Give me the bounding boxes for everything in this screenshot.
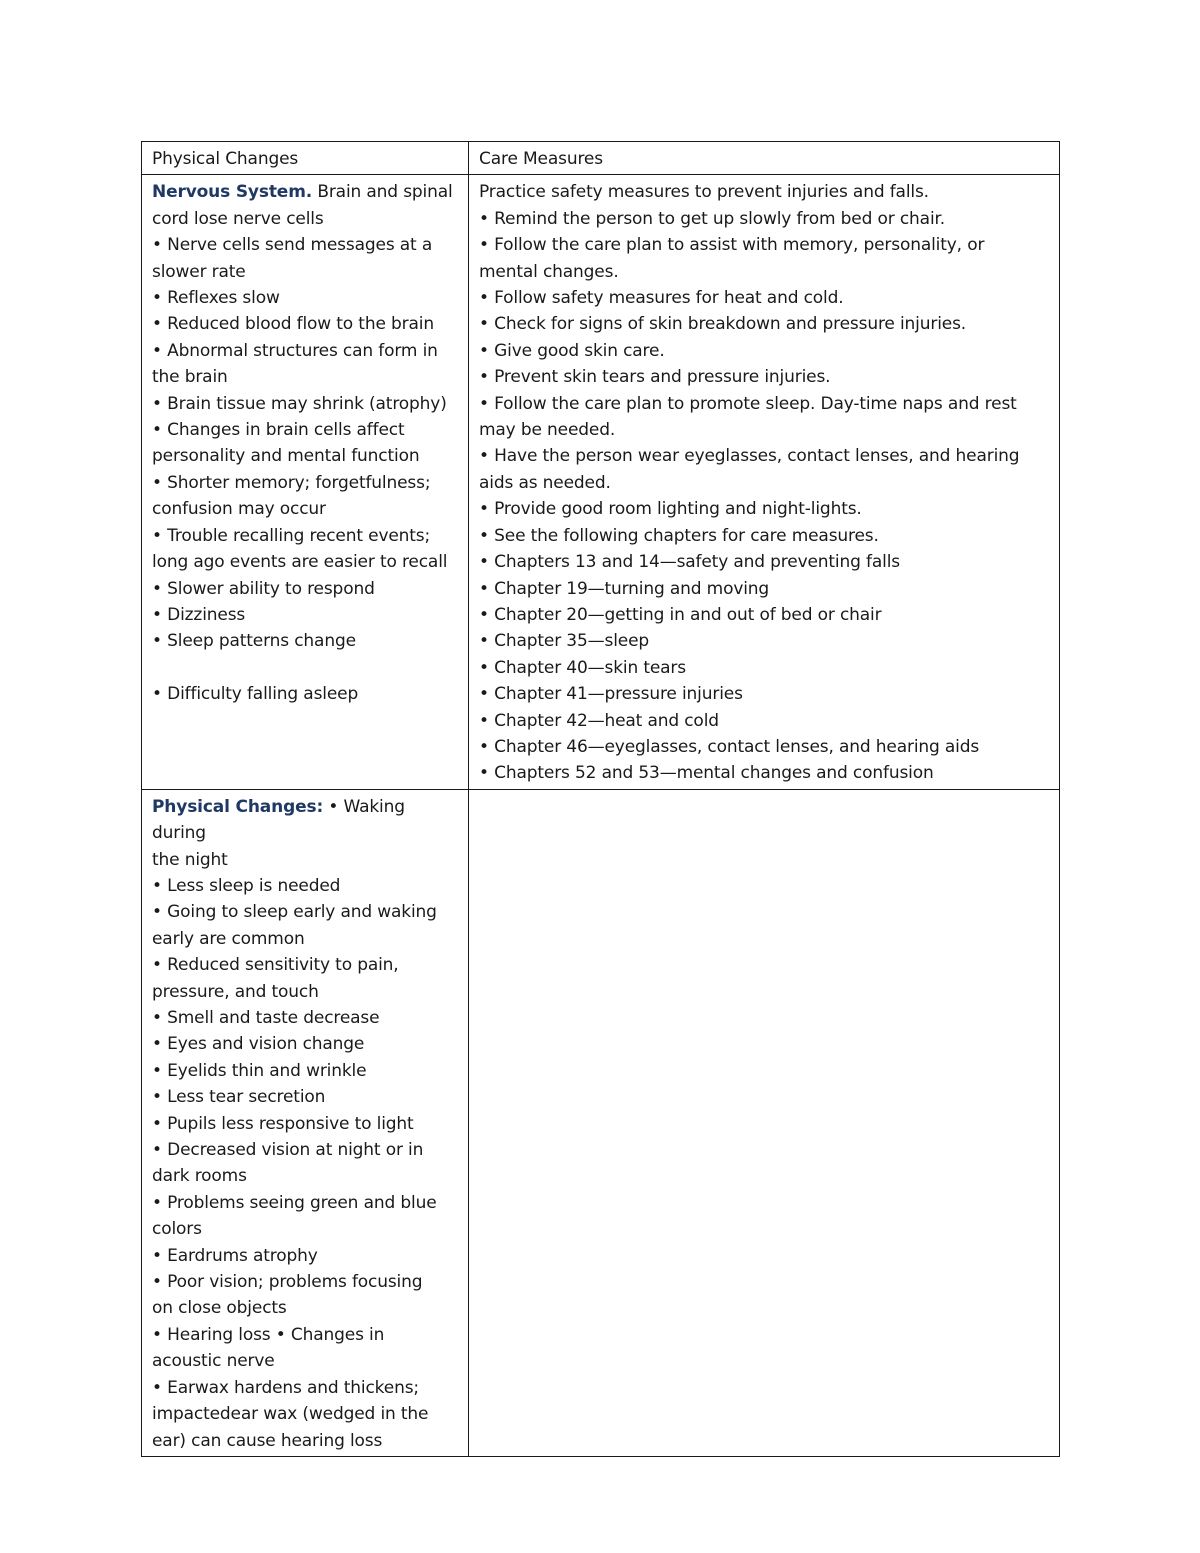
list-item: • Problems seeing green and blue: [152, 1192, 437, 1213]
list-item: • Eyes and vision change: [152, 1034, 365, 1055]
list-item: • Check for signs of skin breakdown and pressure injuries.: [479, 314, 967, 335]
list-item: • Slower ability to respond: [152, 578, 375, 599]
list-item: • Difficulty falling asleep: [152, 684, 359, 705]
list-item: on close objects: [152, 1298, 287, 1319]
list-item: may be needed.: [479, 420, 616, 441]
list-item: • Shorter memory; forgetfulness;: [152, 472, 431, 493]
nervous-system-first-line: [152, 179, 459, 205]
list-item: • Dizziness: [152, 604, 246, 625]
changes-care-table: [141, 141, 1060, 1457]
physical-changes-first-line: [152, 794, 459, 847]
list-item: • Chapter 46—eyeglasses, contact lenses, and hearing aids: [479, 736, 980, 757]
list-item: • Sleep patterns change: [152, 631, 356, 652]
list-item: aids as needed.: [479, 472, 611, 493]
physical-changes-cell: [142, 789, 469, 1456]
list-item: • Chapter 41—pressure injuries: [479, 684, 743, 705]
list-item: the brain: [152, 367, 228, 388]
list-item: • Chapter 19—turning and moving: [479, 578, 770, 599]
list-item: • Nerve cells send messages at a: [152, 235, 433, 256]
list-item: cord lose nerve cells: [152, 208, 324, 229]
list-item: • Reflexes slow: [152, 288, 280, 309]
header-physical-changes: Physical Changes: [142, 142, 469, 175]
list-item: • Give good skin care.: [479, 340, 665, 361]
list-item: • Less tear secretion: [152, 1087, 326, 1108]
list-item: • Earwax hardens and thickens;: [152, 1377, 419, 1398]
list-item: early are common: [152, 928, 305, 949]
list-item: acoustic nerve: [152, 1351, 275, 1372]
list-item: • Decreased vision at night or in: [152, 1140, 424, 1161]
list-item: • Eardrums atrophy: [152, 1245, 318, 1266]
table-header-row: [142, 142, 1060, 175]
list-item: • Chapters 13 and 14—safety and preventing falls: [479, 552, 900, 573]
list-item: • Changes in brain cells affect: [152, 420, 405, 441]
list-item: • Pupils less responsive to light: [152, 1113, 414, 1134]
list-item: • Going to sleep early and waking: [152, 902, 437, 923]
list-item: • See the following chapters for care measures.: [479, 525, 879, 546]
nervous-system-care-cell: [469, 175, 1060, 789]
list-item: dark rooms: [152, 1166, 247, 1187]
list-item: mental changes.: [479, 261, 619, 282]
list-item: • Chapter 42—heat and cold: [479, 710, 719, 731]
list-item: • Prevent skin tears and pressure injuries.: [479, 367, 831, 388]
list-item: • Poor vision; problems focusing: [152, 1272, 423, 1293]
list-item: • Reduced sensitivity to pain,: [152, 955, 399, 976]
table-row-physical-changes: [142, 789, 1060, 1456]
list-item: • Abnormal structures can form in: [152, 340, 438, 361]
list-item: pressure, and touch: [152, 981, 319, 1002]
list-item: impactedear wax (wedged in the: [152, 1404, 429, 1425]
list-item: • Have the person wear eyeglasses, contact lenses, and hearing: [479, 446, 1020, 467]
list-item: • Follow the care plan to assist with memory, personality, or: [479, 235, 985, 256]
list-item: colors: [152, 1219, 202, 1240]
nervous-system-heading: Nervous System.: [152, 182, 313, 203]
list-item: long ago events are easier to recall: [152, 552, 448, 573]
list-item: • Eyelids thin and wrinkle: [152, 1060, 367, 1081]
list-item: • Follow the care plan to promote sleep. Day-time naps and rest: [479, 393, 1017, 414]
list-item: slower rate: [152, 261, 246, 282]
nervous-system-changes-cell: [142, 175, 469, 789]
blank-line: [152, 655, 459, 681]
list-item: • Provide good room lighting and night-lights.: [479, 499, 862, 520]
physical-changes-care-cell: [469, 789, 1060, 1456]
physical-changes-heading: Physical Changes:: [152, 796, 324, 817]
list-item: • Chapter 20—getting in and out of bed or chair: [479, 604, 882, 625]
list-item: • Waking during: [152, 796, 405, 844]
list-item: Practice safety measures to prevent injuries and falls.: [479, 182, 929, 203]
list-item: • Less sleep is needed: [152, 875, 341, 896]
list-item: • Trouble recalling recent events;: [152, 525, 431, 546]
list-item: • Hearing loss • Changes in: [152, 1324, 385, 1345]
list-item: • Brain tissue may shrink (atrophy): [152, 393, 447, 414]
table-row-nervous-system: [142, 175, 1060, 789]
list-item: the night: [152, 849, 228, 870]
list-item: • Reduced blood flow to the brain: [152, 314, 434, 335]
list-item: • Smell and taste decrease: [152, 1008, 380, 1028]
list-item: • Chapter 35—sleep: [479, 631, 650, 652]
list-item: ear) can cause hearing loss: [152, 1430, 383, 1451]
list-item: • Chapters 52 and 53—mental changes and confusion: [479, 763, 934, 784]
header-care-measures: Care Measures: [469, 142, 1060, 175]
list-item: • Chapter 40—skin tears: [479, 657, 686, 678]
list-item: • Follow safety measures for heat and cold.: [479, 288, 844, 309]
list-item: personality and mental function: [152, 446, 420, 467]
list-item: confusion may occur: [152, 499, 326, 520]
list-item: Brain and spinal: [312, 182, 453, 203]
list-item: • Remind the person to get up slowly from bed or chair.: [479, 208, 946, 229]
